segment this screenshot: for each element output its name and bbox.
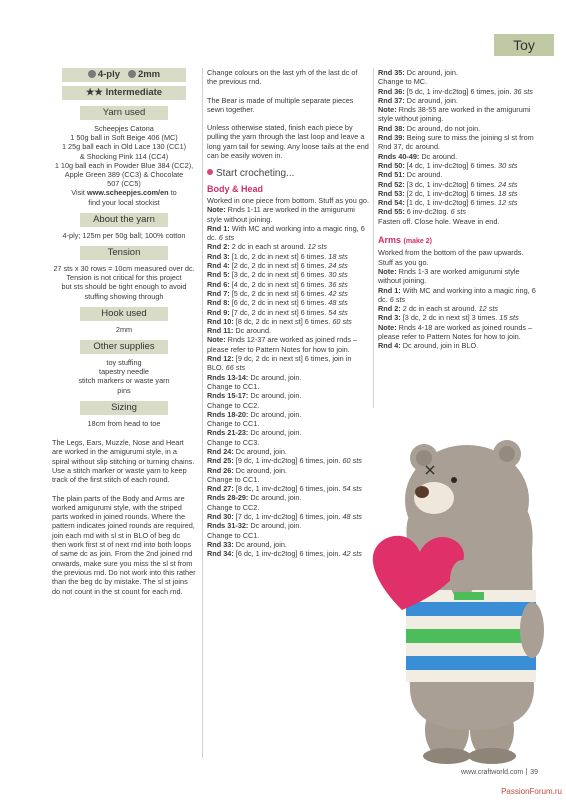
pattern-round: Rnd 10: [8 dc, 2 dc in next st] 6 times. 60 sts xyxy=(207,316,352,326)
pattern-round: Rnd 12: [9 dc, 2 dc in next st] 6 times, join in BLO. 66 sts xyxy=(207,354,352,373)
pattern-round: Rnd 7: [5 dc, 2 dc in next st] 6 times. 42 sts xyxy=(207,288,348,298)
pattern-round: Change to CC2. xyxy=(207,502,260,512)
arms-intro: Worked from the bottom of the paw upwards. Stuff as you go. xyxy=(378,248,524,267)
about-yarn-heading: About the yarn xyxy=(80,213,168,227)
pattern-round: Change to CC1. xyxy=(207,381,260,391)
supply-item: pins xyxy=(117,385,131,395)
pattern-round: Rnd 51: Dc around. xyxy=(378,170,443,180)
pattern-notes xyxy=(52,438,196,596)
pattern-round: Rnd 6: [4 dc, 2 dc in next st] 6 times. 36 sts xyxy=(207,279,348,289)
pattern-round: Rnds 21-23: Dc around, join. xyxy=(207,428,302,438)
pattern-round: Rnd 34: [6 dc, 1 inv-dc2tog] 6 times, join. 42 sts xyxy=(207,549,362,559)
pattern-note-paragraph: The Legs, Ears, Muzzle, Nose and Heart are worked in the amigurumi style, in a spiral without slip stitching or turning chains. Use a stitch marker or waste yarn to keep track of the first stitch of each round. xyxy=(52,438,195,485)
pattern-round: Rnd 54: [1 dc, 1 inv-dc2tog] 6 times. 12 sts xyxy=(378,198,518,208)
pattern-round: Rnd 9: [7 dc, 2 dc in next st] 6 times. 54 sts xyxy=(207,307,348,317)
hook-used-text: 2mm xyxy=(115,324,133,334)
pattern-round: Rnd 2: 2 dc in each st around. 12 sts xyxy=(207,242,328,252)
page-footer: www.craftworld.com 39 xyxy=(460,769,538,776)
sizing-text: 18cm from head to toe xyxy=(87,418,161,428)
pattern-round: Change to MC. xyxy=(378,77,428,87)
hook-icon xyxy=(128,70,136,78)
pattern-round: Rnd 4: Dc around, join in BLO. xyxy=(378,341,479,351)
pattern-round: Rnds 15-17: Dc around, join. xyxy=(207,391,302,401)
pattern-round: Note: Rnds 1-3 are worked amigurumi style without joining. xyxy=(378,266,520,286)
yarn-line: 1 50g ball in Soft Beige 406 (MC) xyxy=(70,133,178,143)
pattern-round: Change to CC3. xyxy=(207,437,260,447)
pattern-round: Rnds 13-14: Dc around, join. xyxy=(207,372,302,382)
yarn-line: Apple Green 389 (CC3) & Chocolate xyxy=(64,170,184,180)
pattern-round: Rnd 35: Dc around, join. xyxy=(378,68,458,77)
pattern-round: Rnd 4: [2 dc, 2 dc in next st] 6 times. 24 sts xyxy=(207,261,348,271)
pattern-round: Rnd 38: Dc around, do not join. xyxy=(378,123,481,133)
pattern-round: Rnd 8: [6 dc, 2 dc in next st] 6 times. 48 sts xyxy=(207,298,348,308)
info-column xyxy=(52,68,196,605)
bullet-icon xyxy=(207,169,213,175)
arms-heading: Arms (make 2) xyxy=(378,235,432,246)
pattern-round: Rnds 40-49: Dc around. xyxy=(378,151,458,161)
tension-line: but sts should be tight enough to avoid xyxy=(61,282,187,292)
pattern-round: Rnds 28-29: Dc around, join. xyxy=(207,493,302,503)
yarn-line: 1 10g ball each in Powder Blue 384 (CC2), xyxy=(54,160,194,170)
pattern-round: Rnd 33: Dc around, join. xyxy=(207,539,287,549)
ply-hook-badge: 4-ply 2mm xyxy=(62,68,186,82)
supply-item: toy stuffing xyxy=(106,358,142,368)
start-crocheting-heading: Start crocheting... xyxy=(207,169,369,178)
pattern-round: Change to CC1. xyxy=(207,530,260,540)
yarn-used-list xyxy=(52,124,196,188)
supply-item: tapestry needle xyxy=(99,367,149,377)
tension-text xyxy=(52,264,196,301)
pattern-round: Rnds 31-32: Dc around, join. xyxy=(207,521,302,531)
pattern-round: Rnd 27: [8 dc, 1 inv-dc2tog] 6 times, join. 54 sts xyxy=(207,484,362,494)
scheepjes-link[interactable]: www.scheepjes.com/en xyxy=(86,188,169,198)
pattern-round: Rnd 36: [5 dc, 1 inv-dc2tog] 6 times, join. 36 sts xyxy=(378,86,533,96)
body-head-intro: Worked in one piece from bottom. Stuff as you go. xyxy=(207,195,369,205)
level-badge: ★★ Intermediate xyxy=(62,86,186,100)
pattern-round: Rnd 2: 2 dc in each st around. 12 sts xyxy=(378,304,499,314)
yarn-line: 507 (CC5) xyxy=(107,179,141,189)
pattern-round: Note: Rnds 1-11 are worked in the amigurumi style without joining. xyxy=(207,205,355,224)
stockist-note: Visit www.scheepjes.com/en to find your local stockist xyxy=(71,188,177,207)
pattern-round: Note: Rnds 38-55 are worked in the amigurumi style without joining. xyxy=(378,105,531,124)
yarn-line: Scheepjes Catona xyxy=(94,124,154,133)
pattern-round: Rnd 30: [7 dc, 1 inv-dc2tog] 6 times, join. 48 sts xyxy=(207,512,362,522)
instructions-column xyxy=(207,68,369,559)
pattern-round: Note: Rnds 4-18 are worked as joined rounds – please refer to Pattern Notes for how to join. xyxy=(378,322,533,342)
sizing-heading: Sizing xyxy=(80,401,168,415)
pattern-round: Rnd 39: Being sure to miss the joining sl st from Rnd 37, dc around. xyxy=(378,133,534,152)
pattern-round: Rnd 3: [3 dc, 2 dc in next st] 3 times. 15 sts xyxy=(378,313,519,323)
intro-paragraph: Unless otherwise stated, finish each piece by pulling the yarn through the last loop and leave a long yarn tail for sewing. Any loose tails at the end can be easily woven in. xyxy=(207,123,369,161)
intro-paragraph: The Bear is made of multiple separate pieces sewn together. xyxy=(207,95,354,114)
tension-heading: Tension xyxy=(80,246,168,260)
pattern-round: Rnd 55: 6 inv-dc2tog. 6 sts xyxy=(378,207,467,217)
pattern-round: Rnd 5: [3 dc, 2 dc in next st] 6 times. 30 sts xyxy=(207,270,348,280)
instructions-column-right xyxy=(378,68,540,351)
pattern-round: Rnd 11: Dc around. xyxy=(207,326,272,336)
pattern-round: Rnd 52: [3 dc, 1 inv-dc2tog] 6 times. 24 sts xyxy=(378,179,518,189)
yarn-ball-icon xyxy=(88,70,96,78)
body-rounds xyxy=(207,205,369,558)
section-tab: Toy xyxy=(494,34,554,56)
hook-used-heading: Hook used xyxy=(80,307,168,321)
watermark: PassionForum.ru xyxy=(501,787,562,796)
supply-item: stitch markers or waste yarn xyxy=(78,376,170,386)
intro-paragraph: Change colours on the last yrh of the last dc of the previous rnd. xyxy=(207,68,358,87)
crochet-bear-photo xyxy=(362,430,557,770)
yarn-line: 1 25g ball each in Old Lace 130 (CC1) xyxy=(61,142,187,152)
other-supplies-heading: Other supplies xyxy=(80,340,168,354)
tension-line: 27 sts x 30 rows = 10cm measured over dc. xyxy=(53,264,195,274)
pattern-round: Change to CC2. xyxy=(207,400,260,410)
pattern-round: Rnd 25: [9 dc, 1 inv-dc2tog] 6 times, join. 60 sts xyxy=(207,456,362,466)
pattern-round: Rnd 1: With MC and working into a magic ring, 6 dc. 6 sts xyxy=(378,285,536,304)
supplies-list xyxy=(52,358,196,395)
pattern-round: Change to CC1. xyxy=(207,419,260,429)
pattern-note-paragraph: The plain parts of the Body and Arms are worked amigurumi style, with the striped parts worked in joined rounds. Where the pattern indicates joined rounds are required, join each rnd with sl st in BLO of beg dc then work first st of next rnd into both loops of same dc as join. From the 2nd joined rnd onwards, make sure you miss the sl st from the previous rnd. Do not work into this rather than the beg dc by mistake. The sl st joins do not count in the st count for each rnd. xyxy=(52,493,196,596)
pattern-round: Fasten off. Close hole. Weave in end. xyxy=(378,216,500,226)
pattern-round: Rnds 18-20: Dc around, join. xyxy=(207,409,302,419)
pattern-round: Change to CC1. xyxy=(207,474,260,484)
body-rounds-continued xyxy=(378,68,540,226)
column-divider xyxy=(202,68,203,758)
pattern-round: Rnd 37: Dc around, join. xyxy=(378,95,458,105)
column-divider xyxy=(373,68,374,408)
pattern-round: Rnd 26: Dc around, join. xyxy=(207,465,287,475)
yarn-used-heading: Yarn used xyxy=(80,106,168,120)
pattern-round: Rnd 50: [4 dc, 1 inv-dc2tog] 6 times. 30 sts xyxy=(378,160,518,170)
pattern-round: Rnd 1: With MC and working into a magic ring, 6 dc. 6 sts xyxy=(207,223,365,243)
arms-rounds xyxy=(378,267,540,351)
body-head-heading: Body & Head xyxy=(207,183,264,194)
about-yarn-text: 4-ply; 125m per 50g ball; 100% cotton xyxy=(62,230,186,240)
tension-line: stuffing showing through xyxy=(84,291,164,301)
tension-line: Tension is not critical for this project xyxy=(66,273,182,283)
pattern-round: Rnd 3: [1 dc, 2 dc in next st] 6 times. 18 sts xyxy=(207,251,348,261)
pattern-round: Rnd 24: Dc around, join. xyxy=(207,446,287,456)
pattern-round: Rnd 53: [2 dc, 1 inv-dc2tog] 6 times. 18 sts xyxy=(378,188,518,198)
pattern-round: Note: Rnds 12-37 are worked as joined rnds – please refer to Pattern Notes for how to join. xyxy=(207,335,358,354)
yarn-line: & Shocking Pink 114 (CC4) xyxy=(79,151,169,161)
